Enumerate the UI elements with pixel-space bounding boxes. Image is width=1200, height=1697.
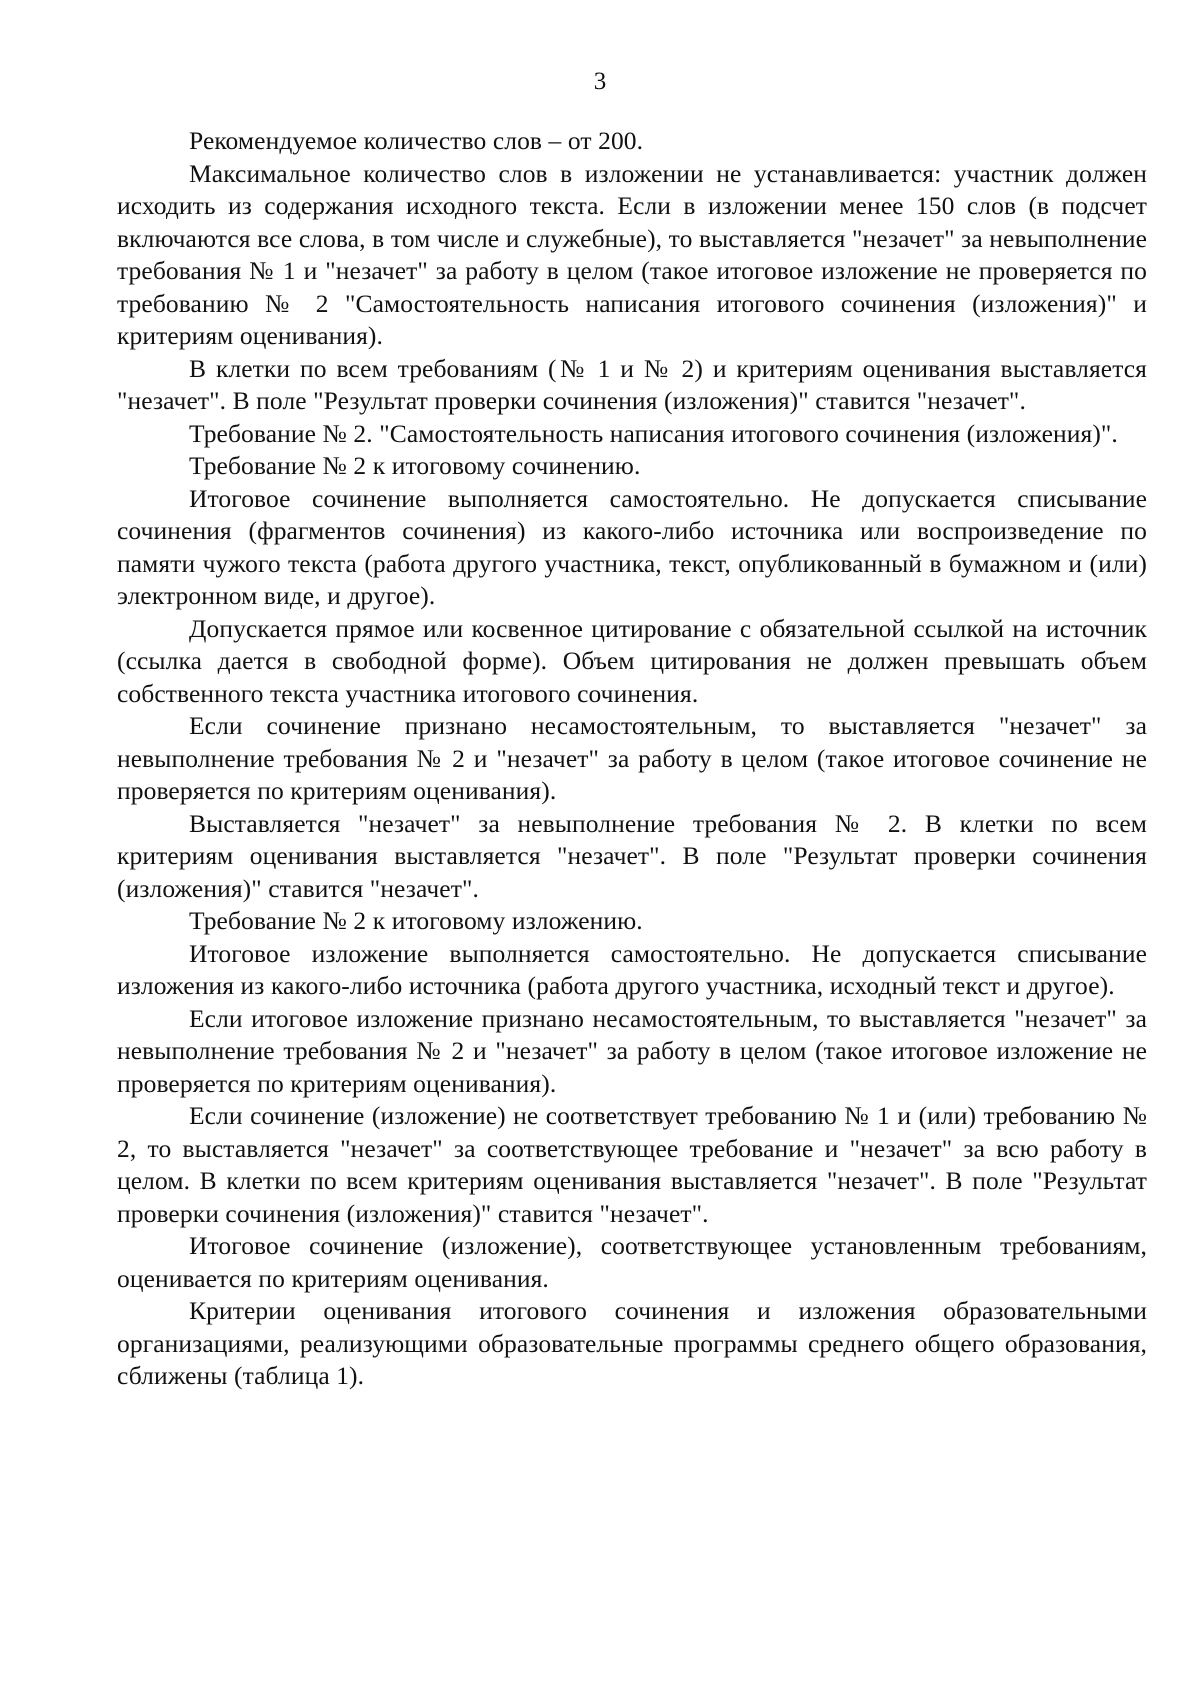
paragraph: Если сочинение (изложение) не соответствует требованию № 1 и (или) требованию № 2, то выставляется "незачет" за соответствующее требование и "незачет" за всю работу в целом. В клетки по всем критериям оценивания выставляется "незачет". В поле "Результат проверки сочинения (изложения)" ставится "незачет". (117, 1101, 1147, 1228)
paragraph: Критерии оценивания итогового сочинения и изложения образовательными организациями, реализующими образовательные программы среднего общего образования, сближены (таблица 1). (117, 1296, 1147, 1390)
paragraph: Если сочинение признано несамостоятельным, то выставляется "незачет" за невыполнение требования № 2 и "незачет" за работу в целом (такое итоговое сочинение не проверяется по критериям оценивания). (117, 711, 1147, 805)
paragraph: Если итоговое изложение признано несамостоятельным, то выставляется "незачет" за невыполнение требования № 2 и "незачет" за работу в целом (такое итоговое изложение не проверяется по критериям оценивания). (117, 1003, 1147, 1098)
document-body (117, 125, 1147, 1393)
paragraph: Выставляется "незачет" за невыполнение требования № 2. В клетки по всем критериям оценивания выставляется "незачет". В поле "Результат проверки сочинения (изложения)" ставится "незачет". (117, 808, 1147, 903)
paragraph: Требование № 2. "Самостоятельность написания итогового сочинения (изложения)". (189, 418, 1118, 448)
paragraph: Итоговое изложение выполняется самостоятельно. Не допускается списывание изложения из какого-либо источника (работа другого участника, исходный текст и другое). (117, 938, 1147, 1000)
paragraph: Допускается прямое или косвенное цитирование с обязательной ссылкой на источник (ссылка дается в свободной форме). Объем цитирования не должен превышать объем собственного текста участника итогового сочинения. (117, 613, 1147, 708)
paragraph: Итоговое сочинение (изложение), соответствующее установленным требованиям, оценивается по критериям оценивания. (117, 1231, 1147, 1293)
paragraph: В клетки по всем требованиям (№ 1 и № 2) и критериям оценивания выставляется "незачет". В поле "Результат проверки сочинения (изложения)" ставится "незачет". (117, 353, 1147, 415)
paragraph: Максимальное количество слов в изложении не устанавливается: участник должен исходить из содержания исходного текста. Если в изложении менее 150 слов (в подсчет включаются все слова, в том числе и служебные), то выставляется "незачет" за невыполнение требования № 1 и "незачет" за работу в целом (такое итоговое изложение не проверяется по требованию № 2 "Самостоятельность написания итогового сочинения (изложения)" и критериям оценивания). (117, 158, 1147, 350)
paragraph: Рекомендуемое количество слов – от 200. (189, 126, 644, 155)
paragraph: Требование № 2 к итоговому изложению. (189, 906, 643, 935)
paragraph: Требование № 2 к итоговому сочинению. (189, 451, 641, 480)
paragraph: Итоговое сочинение выполняется самостоятельно. Не допускается списывание сочинения (фрагментов сочинения) из какого-либо источника или воспроизведение по памяти чужого текста (работа другого участника, текст, опубликованный в бумажном и (или) электронном виде, и другое). (117, 483, 1147, 610)
page-number: 3 (593, 68, 607, 95)
